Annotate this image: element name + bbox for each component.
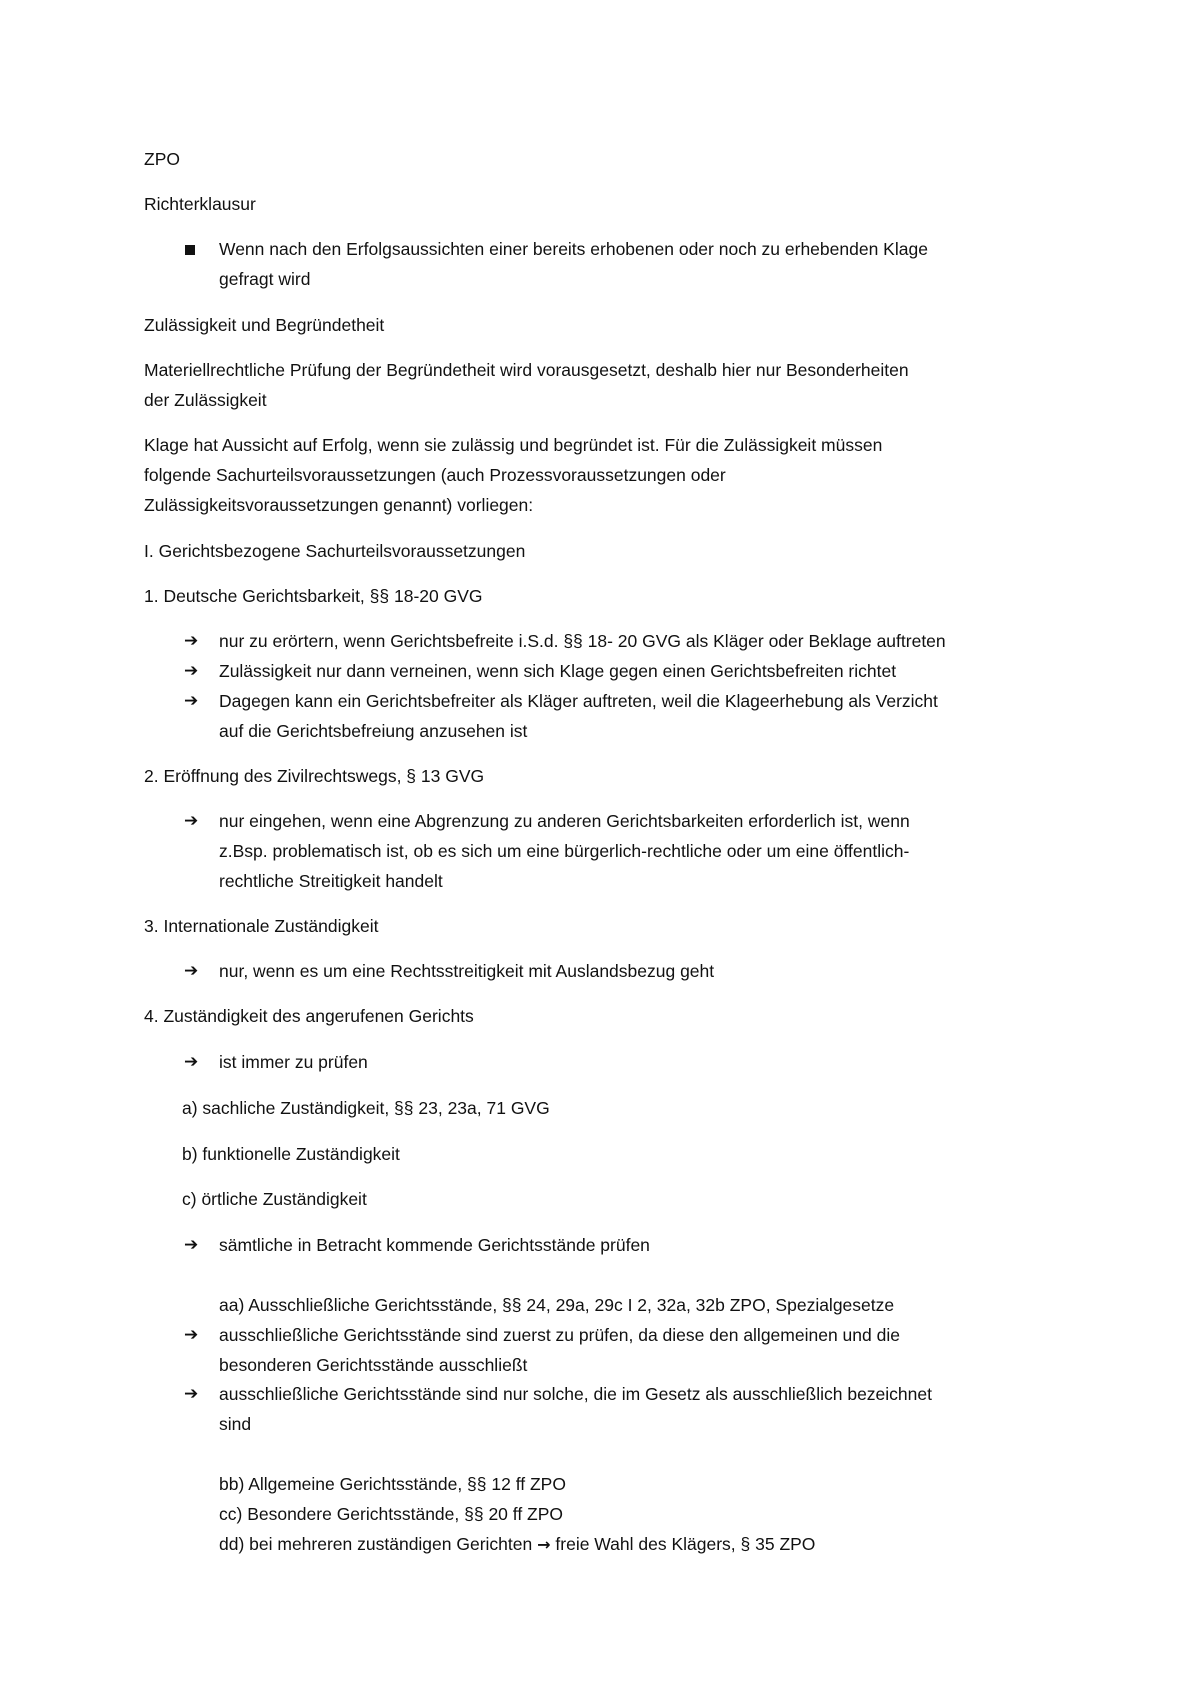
arrow-icon: ➔ [184, 661, 199, 681]
arrow-icon: ➔ [184, 811, 199, 831]
s4-aa-item-2-line-1: ausschließliche Gerichtsstände sind nur solche, die im Gesetz als ausschließlich bezeichnet [219, 1384, 932, 1404]
s2-item-line-1: nur eingehen, wenn eine Abgrenzung zu anderen Gerichtsbarkeiten erforderlich ist, wenn [219, 811, 910, 831]
s4-cc: cc) Besondere Gerichtsstände, §§ 20 ff ZPO [219, 1504, 564, 1524]
s4-heading: 4. Zuständigkeit des angerufenen Gerichts [144, 1006, 474, 1026]
section-I-heading: I. Gerichtsbezogene Sachurteilsvoraussetzungen [144, 541, 526, 561]
s1-item-3-line-1: Dagegen kann ein Gerichtsbefreiter als Kläger auftreten, weil die Klageerhebung als Verzicht [219, 691, 938, 711]
s2-heading: 2. Eröffnung des Zivilrechtswegs, § 13 GVG [144, 766, 485, 786]
para2-line-1: Klage hat Aussicht auf Erfolg, wenn sie zulässig und begründet ist. Für die Zulässigkeit müssen [144, 435, 883, 455]
doc-subtitle: Richterklausur [144, 194, 256, 214]
arrow-icon: ➔ [184, 1325, 199, 1345]
arrow-icon: ➔ [184, 631, 199, 651]
s4-c: c) örtliche Zuständigkeit [182, 1189, 367, 1209]
s3-item: nur, wenn es um eine Rechtsstreitigkeit mit Auslandsbezug geht [219, 961, 715, 981]
arrow-icon: ➔ [184, 691, 199, 711]
s2-item-line-3: rechtliche Streitigkeit handelt [219, 871, 443, 891]
s3-heading: 3. Internationale Zuständigkeit [144, 916, 379, 936]
s4-dd-after: freie Wahl des Klägers, § 35 ZPO [550, 1534, 816, 1554]
intro-bullet-line-1: Wenn nach den Erfolgsaussichten einer bereits erhobenen oder noch zu erhebenden Klage [219, 239, 928, 259]
s4-bb: bb) Allgemeine Gerichtsstände, §§ 12 ff ZPO [219, 1474, 566, 1494]
arrow-icon: ➔ [184, 961, 199, 981]
para1-line-2: der Zulässigkeit [144, 390, 267, 410]
s4-aa-item-1-line-2: besonderen Gerichtsstände ausschließt [219, 1355, 528, 1375]
para2-line-2: folgende Sachurteilsvoraussetzungen (auch Prozessvoraussetzungen oder [144, 465, 726, 485]
s1-item-2: Zulässigkeit nur dann verneinen, wenn sich Klage gegen einen Gerichtsbefreiten richtet [219, 661, 897, 681]
s4-b: b) funktionelle Zuständigkeit [182, 1144, 400, 1164]
intro-bullet-line-2: gefragt wird [219, 269, 311, 289]
arrow-icon: ➔ [184, 1384, 199, 1404]
doc-title: ZPO [144, 149, 180, 169]
s4-dd [219, 1529, 815, 1560]
square-bullet-icon [185, 245, 195, 255]
heading-zulaessigkeit-begruendetheit: Zulässigkeit und Begründetheit [144, 315, 385, 335]
small-arrow-icon: → [537, 1535, 551, 1554]
s4-item: ist immer zu prüfen [219, 1052, 368, 1072]
s1-item-3-line-2: auf die Gerichtsbefreiung anzusehen ist [219, 721, 528, 741]
para2-line-3: Zulässigkeitsvoraussetzungen genannt) vorliegen: [144, 495, 534, 515]
s1-item-1: nur zu erörtern, wenn Gerichtsbefreite i.S.d. §§ 18- 20 GVG als Kläger oder Beklage auftreten [219, 631, 946, 651]
s4-dd-before: dd) bei mehreren zuständigen Gerichten [219, 1534, 533, 1554]
s1-heading: 1. Deutsche Gerichtsbarkeit, §§ 18-20 GVG [144, 586, 483, 606]
s4-c-item: sämtliche in Betracht kommende Gerichtsstände prüfen [219, 1235, 650, 1255]
s4-aa: aa) Ausschließliche Gerichtsstände, §§ 24, 29a, 29c I 2, 32a, 32b ZPO, Spezialgesetze [219, 1295, 895, 1315]
para1-line-1: Materiellrechtliche Prüfung der Begründetheit wird vorausgesetzt, deshalb hier nur Besonderheiten [144, 360, 909, 380]
s4-aa-item-2-line-2: sind [219, 1414, 252, 1434]
s4-a: a) sachliche Zuständigkeit, §§ 23, 23a, 71 GVG [182, 1098, 550, 1118]
s2-item-line-2: z.Bsp. problematisch ist, ob es sich um eine bürgerlich-rechtliche oder um eine öffentlich- [219, 841, 910, 861]
arrow-icon: ➔ [184, 1235, 199, 1255]
arrow-icon: ➔ [184, 1052, 199, 1072]
s4-aa-item-1-line-1: ausschließliche Gerichtsstände sind zuerst zu prüfen, da diese den allgemeinen und die [219, 1325, 900, 1345]
